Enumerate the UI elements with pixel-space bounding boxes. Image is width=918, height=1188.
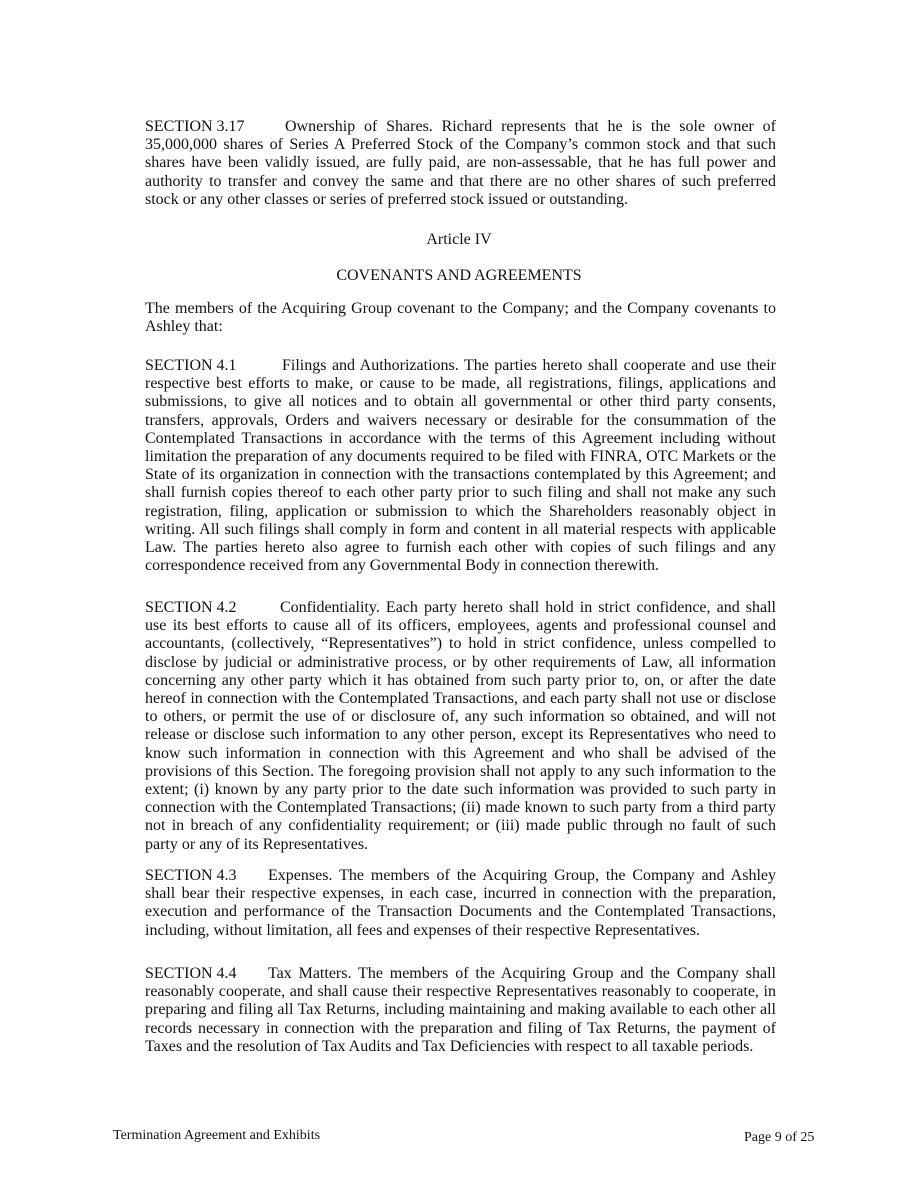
article-intro: The members of the Acquiring Group covenant to the Company; and the Company covenants to Ashley that: [145,300,776,336]
section-number: SECTION 4.4 [145,965,237,982]
section-4-1 [145,357,776,575]
section-4-4 [145,965,776,1056]
section-number: SECTION 4.3 [145,867,237,884]
section-body: The parties hereto shall cooperate and use their respective best efforts to make, or cause to be made, all registrations, filings, applications and submissions, to give all notices and to obtain all governmental or other third party consents, transfers, approvals, Orders and waivers necessary or desirable for the consummation of the Contemplated Transactions in accordance with the terms of this Agreement including without limitation the preparation of any documents required to be filed with FINRA, OTC Markets or the State of its organization in connection with the transactions contemplated by this Agreement; and shall furnish copies thereof to each other party prior to such filing and shall not make any such registration, filing, application or submission to which the Shareholders reasonably object in writing. All such filings shall comply in form and content in all material respects with applicable Law. The parties hereto also agree to furnish each other with copies of such filings and any correspondence received from any Governmental Body in connection therewith. [145,357,776,575]
section-number: SECTION 4.1 [145,357,237,374]
section-title: Confidentiality. [280,599,380,616]
section-number: SECTION 3.17 [145,118,245,135]
section-title: Filings and Authorizations. [282,357,459,374]
section-4-3 [145,867,776,940]
article-number: Article IV [426,231,492,248]
section-body: The members of the Acquiring Group, the Company and Ashley shall bear their respective expenses, in each case, incurred in connection with the preparation, execution and performance of the Transaction Documents and the Contemplated Transactions, including, without limitation, all fees and expenses of their respective Representatives. [145,867,776,939]
article-heading: COVENANTS AND AGREEMENTS [336,267,582,284]
section-title: Tax Matters. [268,965,352,982]
footer-page-number: Page 9 of 25 [744,1130,815,1145]
section-body: Richard represents that he is the sole owner of 35,000,000 shares of Series A Preferred Stock of the Company’s common stock and that such shares have been validly issued, are fully paid, are non-assessable, that he has full power and authority to transfer and convey the same and that there are no other shares of such preferred stock or any other classes or series of preferred stock issued or outstanding. [145,118,776,208]
section-title: Ownership of Shares. [285,118,433,135]
section-body: The members of the Acquiring Group and the Company shall reasonably cooperate, and shall cause their respective Representatives reasonably to cooperate, in preparing and filing all Tax Returns, including maintaining and making available to each other all records necessary in connection with the preparation and filing of Tax Returns, the payment of Taxes and the resolution of Tax Audits and Tax Deficiencies with respect to all taxable periods. [145,965,776,1055]
section-3-17 [145,118,776,209]
section-body: Each party hereto shall hold in strict confidence, and shall use its best efforts to cause all of its officers, employees, agents and professional counsel and accountants, (collectively, “Representatives”) to hold in strict confidence, unless compelled to disclose by judicial or administrative process, or by other requirements of Law, all information concerning any other party which it has obtained from such party prior to, on, or after the date hereof in connection with the Contemplated Transactions, and each party shall not use or disclose to others, or permit the use of or disclosure of, any such information so obtained, and will not release or disclose such information to any other person, except its Representatives who need to know such information in connection with this Agreement and who shall be advised of the provisions of this Section. The foregoing provision shall not apply to any such information to the extent; (i) known by any party prior to the date such information was provided to such party in connection with the Contemplated Transactions; (ii) made known to such party from a third party not in breach of any confidentiality requirement; or (iii) made public through no fault of such party or any of its Representatives. [145,599,776,853]
section-number: SECTION 4.2 [145,599,237,616]
section-4-2 [145,599,776,854]
footer-document-title: Termination Agreement and Exhibits [113,1128,321,1143]
section-title: Expenses. [268,867,333,884]
